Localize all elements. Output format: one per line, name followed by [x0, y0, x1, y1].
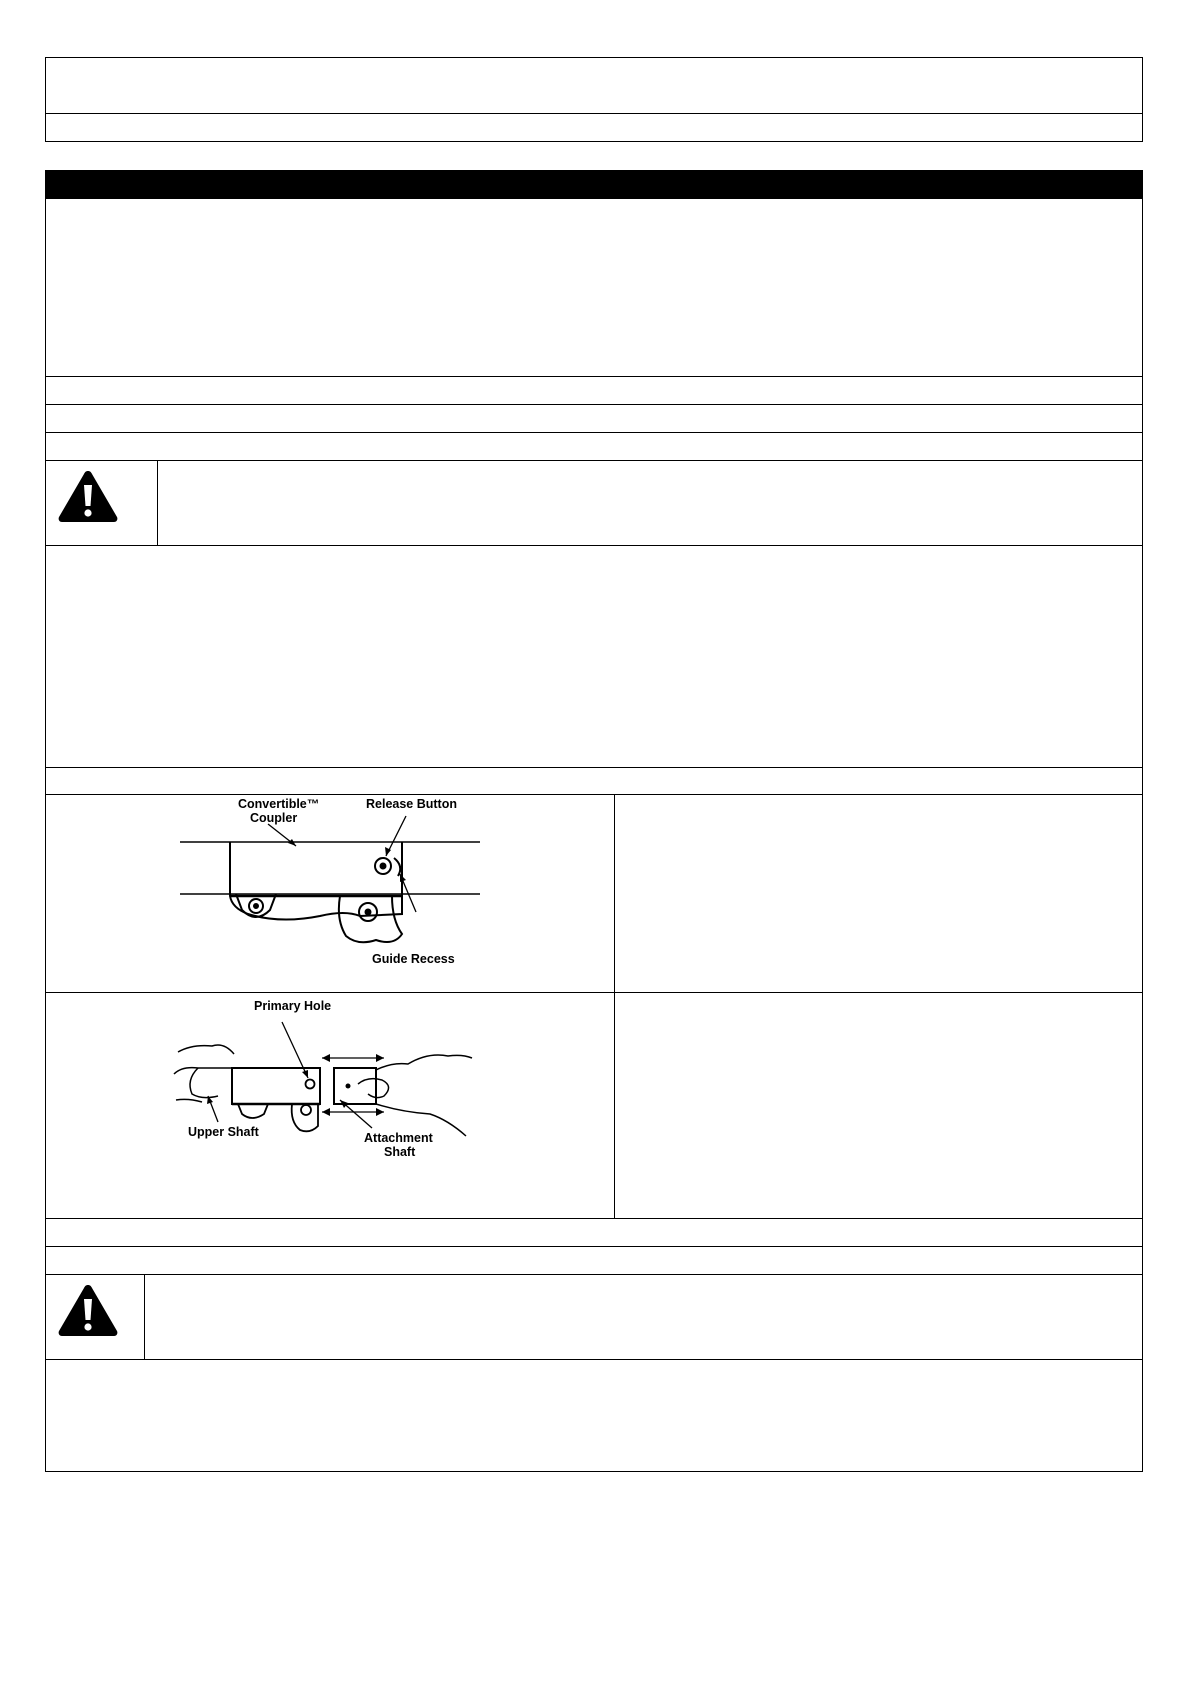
- guide-recess-label: Guide Recess: [372, 952, 455, 966]
- section-header-bar: [45, 170, 1143, 199]
- row-divider: [45, 460, 1143, 461]
- header-divider: [45, 113, 1143, 114]
- header-box: [45, 57, 1143, 142]
- primary-hole-label: Primary Hole: [254, 999, 332, 1013]
- attachment-shaft-label-line2: Shaft: [384, 1145, 416, 1159]
- upper-shaft-label: Upper Shaft: [188, 1125, 259, 1139]
- warning-cell-divider: [144, 1274, 145, 1359]
- row-divider: [45, 794, 1143, 795]
- convertible-coupler-label: Convertible™: [238, 797, 320, 811]
- warning-triangle-icon: [56, 468, 120, 529]
- row-divider: [45, 432, 1143, 433]
- row-divider: [45, 767, 1143, 768]
- row-divider: [45, 992, 1143, 993]
- figure-column-divider: [614, 794, 615, 1218]
- row-divider: [45, 1218, 1143, 1219]
- row-divider: [45, 404, 1143, 405]
- warning-cell-divider: [157, 460, 158, 545]
- row-divider: [45, 545, 1143, 546]
- convertible-coupler-label-line2: Coupler: [250, 811, 298, 825]
- row-divider: [45, 376, 1143, 377]
- coupler-figure: [170, 796, 490, 966]
- attachment-shaft-label: Attachment: [364, 1131, 433, 1145]
- row-divider: [45, 1359, 1143, 1360]
- warning-triangle-icon: [56, 1282, 120, 1343]
- shaft-alignment-figure: [172, 996, 502, 1166]
- row-divider: [45, 1274, 1143, 1275]
- release-button-label: Release Button: [366, 797, 457, 811]
- row-divider: [45, 1246, 1143, 1247]
